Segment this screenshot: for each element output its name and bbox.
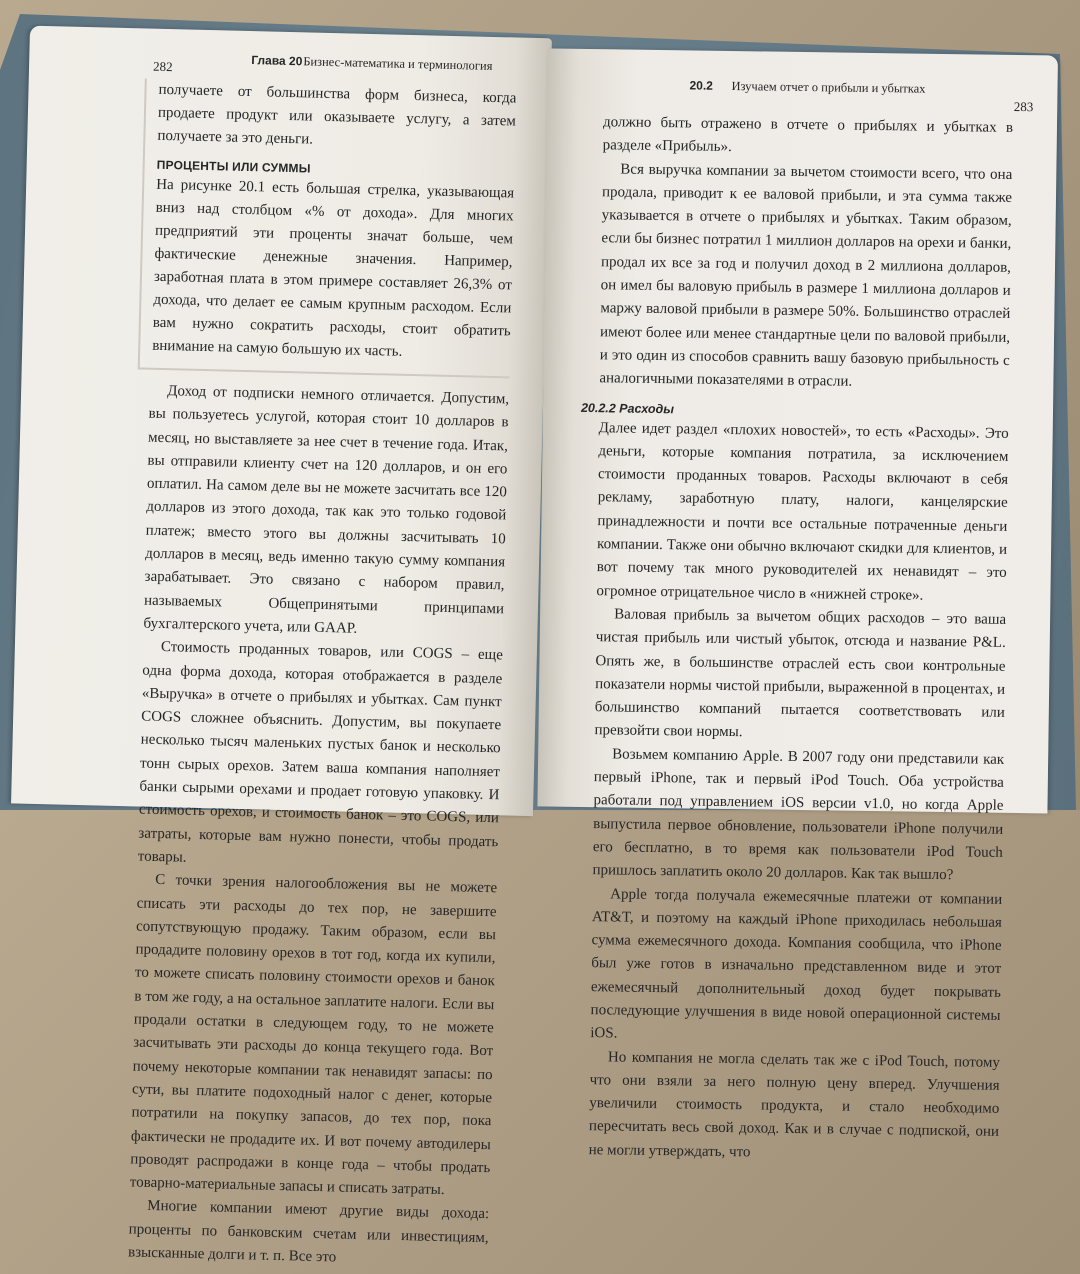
right-running-head bbox=[603, 71, 1034, 115]
right-page-number: 283 bbox=[1013, 98, 1034, 115]
paragraph: Многие компании имеют другие виды дохода: проценты по банковским счетам или инвестициям, взысканные долги и т. п. Все это bbox=[127, 1198, 490, 1266]
paragraph: Стоимость проданных товаров, или COGS – еще одна форма дохода, которая отображается в разделе «Выручка» в отчете о прибылях и убытках. Сам пункт COGS сложнее объяснить. Допустим, вы покупаете несколько тысяч маленьких пустых банок и несколько тонн сырых орехов. Затем ваша компания наполняет банки сырыми орехами и продает готовую упаковку. И стоимость орехов, и стоимость банок – это COGS, или затраты, которые вам нужно понести, чтобы продать товары. bbox=[137, 639, 504, 866]
left-running-head bbox=[152, 51, 517, 82]
right-page bbox=[537, 48, 1058, 1161]
paragraph: должно быть отражено в отчете о прибылях и убытках в разделе «Прибыль». bbox=[602, 114, 1014, 156]
paragraph: Возьмем компанию Apple. В 2007 году они представили как первый iPhone, так и первый iPod Touch. Оба устройства работали под управлением iOS версии v1.0, но когда Apple выпустила первое обновление, пользователи iPhone получили его бесплатно, в то время как пользователи iPod Touch пришлось заплатить около 20 долларов. Как так вышло? bbox=[592, 746, 1005, 884]
subsection-heading: 20.2.2 Расходы bbox=[580, 400, 675, 416]
paragraph: Apple тогда получала ежемесячные платежи от компании AT&T, и поэтому на каждый iPhone приходилась небольшая сумма ежемесячного дохода. Компания сообщила, что iPhone был уже готов в изначально представленном виде и этот ежемесячный дополнительный доход будет покрывать последующие улучшения в виде новой операционной системы iOS. bbox=[590, 885, 1003, 1042]
section-label: 20.2 bbox=[689, 78, 713, 93]
sidebar-heading: ПРОЦЕНТЫ ИЛИ СУММЫ bbox=[156, 157, 311, 176]
section-title: Изучаем отчет о прибыли и убытках bbox=[731, 79, 926, 96]
sidebar-text: На рисунке 20.1 есть большая стрелка, указывающая вниз над столбцом «% от дохода». Для многих предприятий эти проценты значат больше, чем фактические денежные значения. Например, заработная плата в этом примере составляет 26,3% от дохода, что делает ее самым крупным расходом. Если вам нужно сократить расходы, стоит обратить внимание на самую большую их часть. bbox=[152, 176, 515, 360]
paragraph: Но компания не могла сделать так же с iPod Touch, потому что они взяли за него полную цену вперед. Улучшения увеличили стоимость продукта, и стало необходимо пересчитать весь свой доход. Как и в случае с подпиской, они не могли утверждать, что bbox=[588, 1048, 1001, 1161]
chapter-label: Глава 20 bbox=[251, 53, 303, 69]
paragraph: Вся выручка компании за вычетом стоимости всего, что она продала, приводит к ее валовой прибыли, и эта сумма также указывается в отчете о прибылях и убытках. Таким образом, если бы бизнес потратил 1 миллион долларов на орехи и банки, продал их все за год и получил доход в 2 миллиона долларов, он имел бы валовую прибыль в размере 1 миллиона долларов и маржу валовой прибыли в размере 50%. Большинство отраслей имеют более или менее стандартные цели по валовой прибыли, и это один из способов сравнить вашу базовую прибыльность с аналогичными показателями в отрасли. bbox=[599, 161, 1013, 390]
paragraph: Доход от подписки немного отличается. Допустим, вы пользуетесь услугой, которая стоит 10 долларов в месяц, но выставляете за нее счет в течение года. Итак, вы отправили клиенту счет на 120 долларов, и он его оплатил. На самом деле вы не можете засчитать все 120 долларов из этого дохода, так как это только годовой платеж; вместо этого вы должны засчитывать 10 долларов в месяц, ведь именно такую сумму компания зарабатывает. Это связано с набором правил, называемых Общепринятыми принципами бухгалтерского учета, или GAAP. bbox=[143, 383, 510, 637]
sidebar-intro: получаете от большинства форм бизнеса, когда продаете продукт или оказываете услугу, а затем получаете за это деньги. bbox=[157, 81, 517, 148]
paragraph: Далее идет раздел «плохих новостей», то есть «Расходы». Это деньги, которые компания потратила, за исключением стоимости проданных товаров. Расходы включают в себя рекламу, заработную плату, налоги, канцелярские принадлежности и почти все остальные потраченные деньги компании. Также они обычно включают скидки для клиентов, и вот почему так много руководителей их ненавидят – это огромное отрицательное число в «нижней строке». bbox=[596, 419, 1009, 604]
sidebar-box bbox=[138, 78, 517, 378]
paragraph: С точки зрения налогообложения вы не можете списать эти расходы до тех пор, не завершите сопутствующую продажу. Таким образом, если вы продадите половину орехов в тот год, когда их купили, то можете списать половину стоимости орехов и банок в том же году, а на остальное заплатите налоги. Если вы продали остатки в следующем году, то не можете засчитывать эти расходы до конца текущего года. Вот почему некоторые компании так ненавидят запасы: по сути, вы платите подоходный налог с денег, которые потратили на покупку запасов, до тех пор, пока фактически не продадите их. И вот почему автодилеры проводят распродажи в конце года – чтобы продать товарно-материальные запасы и списать затраты. bbox=[129, 872, 498, 1199]
left-page bbox=[11, 26, 552, 1266]
chapter-title: Бизнес-математика и терминология bbox=[303, 54, 493, 73]
paragraph: Валовая прибыль за вычетом общих расходов – это ваша чистая прибыль или чистый убыток, отсюда и название P&L. Опять же, в большинстве отраслей есть свои контрольные показатели нормы чистой прибыли, выраженной в процентах, и большинство компаний пытается соответствовать или превзойти свои нормы. bbox=[594, 606, 1007, 741]
left-page-number: 282 bbox=[152, 58, 173, 75]
